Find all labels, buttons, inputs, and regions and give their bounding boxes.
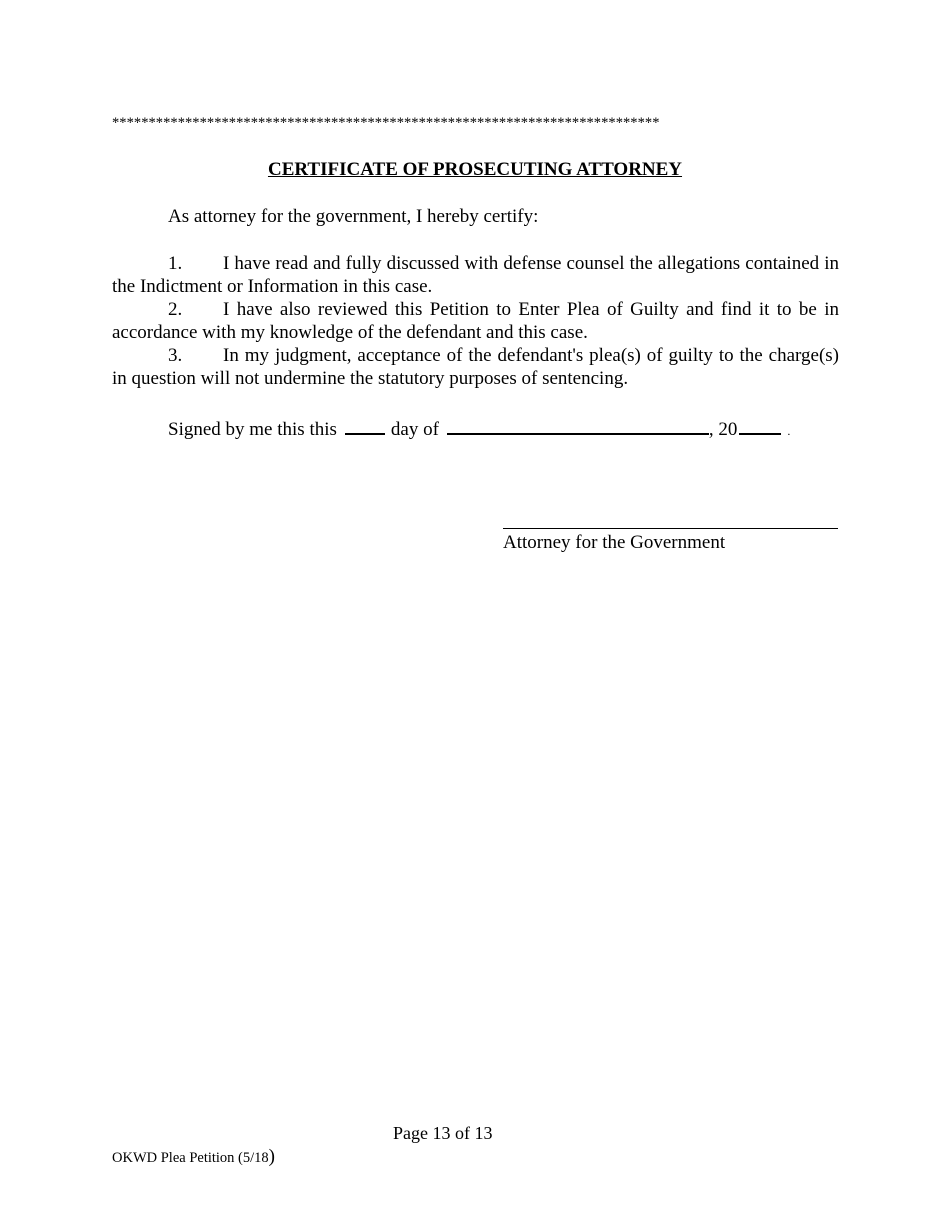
- period-mark: .: [787, 424, 791, 438]
- item-text: In my judgment, acceptance of the defendant's plea(s) of guilty to the charge(s) in question will not undermine the statutory purposes of sentencing.: [112, 345, 839, 389]
- certification-list: [112, 252, 839, 390]
- page-total: 13: [474, 1123, 493, 1143]
- signature-label: Attorney for the Government: [503, 532, 726, 553]
- item-number: 1.: [168, 253, 183, 274]
- year-blank[interactable]: [739, 414, 781, 435]
- month-blank[interactable]: [447, 414, 709, 435]
- day-blank[interactable]: [345, 414, 385, 435]
- day-of-label: day of: [390, 419, 439, 440]
- page-title: CERTIFICATE OF PROSECUTING ATTORNEY: [267, 159, 683, 180]
- item-number: 3.: [168, 345, 183, 366]
- list-item: [112, 298, 839, 344]
- form-footer: [112, 1147, 275, 1168]
- page-number: [393, 1122, 493, 1144]
- item-text: I have read and fully discussed with defense counsel the allegations contained in the Indictment or Information in this case.: [112, 253, 839, 297]
- list-item: [112, 344, 839, 390]
- signed-prefix: Signed by me this this: [168, 419, 337, 440]
- item-number: 2.: [168, 299, 183, 320]
- page-of: of: [455, 1123, 470, 1143]
- page-label: Page: [393, 1123, 428, 1143]
- signature-line[interactable]: [503, 528, 838, 529]
- separator-line: ***************************************************************************: [112, 115, 660, 131]
- item-text: I have also reviewed this Petition to Enter Plea of Guilty and find it to be in accordance with my knowledge of the defendant and this case.: [112, 299, 839, 343]
- form-id: OKWD Plea Petition (5/18: [112, 1150, 269, 1166]
- year-prefix: , 20: [708, 419, 738, 440]
- list-item: [112, 252, 839, 298]
- page-current: 13: [432, 1123, 451, 1143]
- intro-text: As attorney for the government, I hereby certify:: [168, 206, 539, 227]
- form-id-close: ): [268, 1146, 275, 1167]
- signed-date-line: [168, 414, 790, 443]
